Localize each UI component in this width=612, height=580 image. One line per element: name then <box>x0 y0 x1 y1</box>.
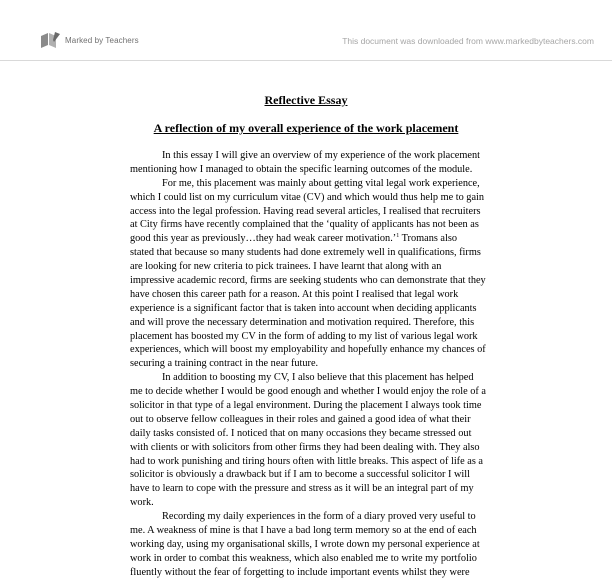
text-line: In addition to boosting my CV, I also believe that this placement has helped <box>162 372 474 384</box>
text-line: placement has boosted my CV in the form of adding to my list of various legal work <box>130 330 478 342</box>
text-line: work. <box>130 497 154 509</box>
paragraph-diary <box>130 510 610 579</box>
site-header <box>0 0 612 61</box>
text-line: Recording my daily experiences in the form of a diary proved very useful to <box>162 511 476 523</box>
text-line: solicitor in that type of a legal environment. During the placement I always took time <box>130 400 482 412</box>
download-source-note: This document was downloaded from www.markedbyteachers.com <box>342 36 594 46</box>
text-line: me to decide whether I would be good enough and whether I would enjoy the role of a <box>130 386 486 398</box>
text-line: and will prove the necessary determination and motivation required. Therefore, this <box>130 316 475 328</box>
text-line-with-footnote <box>130 232 610 246</box>
text-line: In this essay I will give an overview of my experience of the work placement <box>162 150 480 161</box>
text-line: mentioning how I managed to obtain the specific learning outcomes of the module. <box>130 163 473 175</box>
text-line: are looking for new criteria to pick trainees. I have learnt that along with an <box>130 261 442 273</box>
text-line: experience is a significant factor that is taken into account when deciding applicants <box>130 302 477 314</box>
paragraph-cv <box>130 177 610 371</box>
essay-body <box>130 149 610 580</box>
text-line: have to learn to cope with the pressure and stress as it will be an integral part of my <box>130 483 474 495</box>
marked-by-teachers-logo[interactable] <box>40 31 139 49</box>
text-line: out to observe fellow colleagues in their roles and gained a good idea of what their <box>130 413 471 425</box>
text-line: which I could list on my curriculum vitae (CV) and which would thus help me to gain <box>130 191 485 203</box>
text-line: securing a training contract in the near future. <box>130 358 319 370</box>
text-line: at City firms have recently complained that the ‘quality of applicants has not been as <box>130 219 479 231</box>
text-line: stated that because so many students had done extremely well in qualifications, firms <box>130 247 481 259</box>
text-line: fluently without the fear of forgetting to include important events whilst they were <box>130 566 470 578</box>
essay-title: Reflective Essay <box>264 93 348 107</box>
text-line: solicitor is obviously a drawback but if I am to become a successful solicitor I will <box>130 469 471 481</box>
text-segment: good this year as previously…they had weak career motivation.’ <box>130 233 397 245</box>
text-line: daily tasks consisted of. I noticed that on many occasions they became stressed out <box>130 427 472 439</box>
text-line: working day, using my organisational skills, I wrote down my personal experience at <box>130 538 480 550</box>
text-line: have chosen this career path for a reason. At this point I realised that legal work <box>130 288 459 300</box>
logo-icon <box>40 31 62 49</box>
text-line: access into the legal profession. Having read several articles, I realised that recruiters <box>130 205 481 217</box>
logo-text: Marked by Teachers <box>65 35 139 45</box>
footnote-ref[interactable]: 1 <box>396 233 400 240</box>
essay-subtitle: A reflection of my overall experience of the work placement <box>153 121 459 135</box>
text-segment: Tromans also <box>399 233 458 245</box>
text-line: work in order to combat this weakness, which also enabled me to write my portfolio <box>130 552 477 564</box>
text-line: had to work punishing and tiring hours often with little breaks. This aspect of life as a <box>130 455 483 467</box>
text-line: For me, this placement was mainly about getting vital legal work experience, <box>162 177 480 189</box>
paragraph-decision <box>130 371 610 510</box>
text-line: me. A weakness of mine is that I have a bad long term memory so at the end of each <box>130 525 477 537</box>
text-line: impressive academic record, firms are seeking students who can demonstrate that they <box>130 275 486 287</box>
text-line: experiences, which will boost my employability and hopefully enhance my chances of <box>130 344 486 356</box>
paragraph-intro <box>130 149 610 177</box>
text-line: with clients or with solicitors from other firms they had been dealing with. They also <box>130 441 480 453</box>
